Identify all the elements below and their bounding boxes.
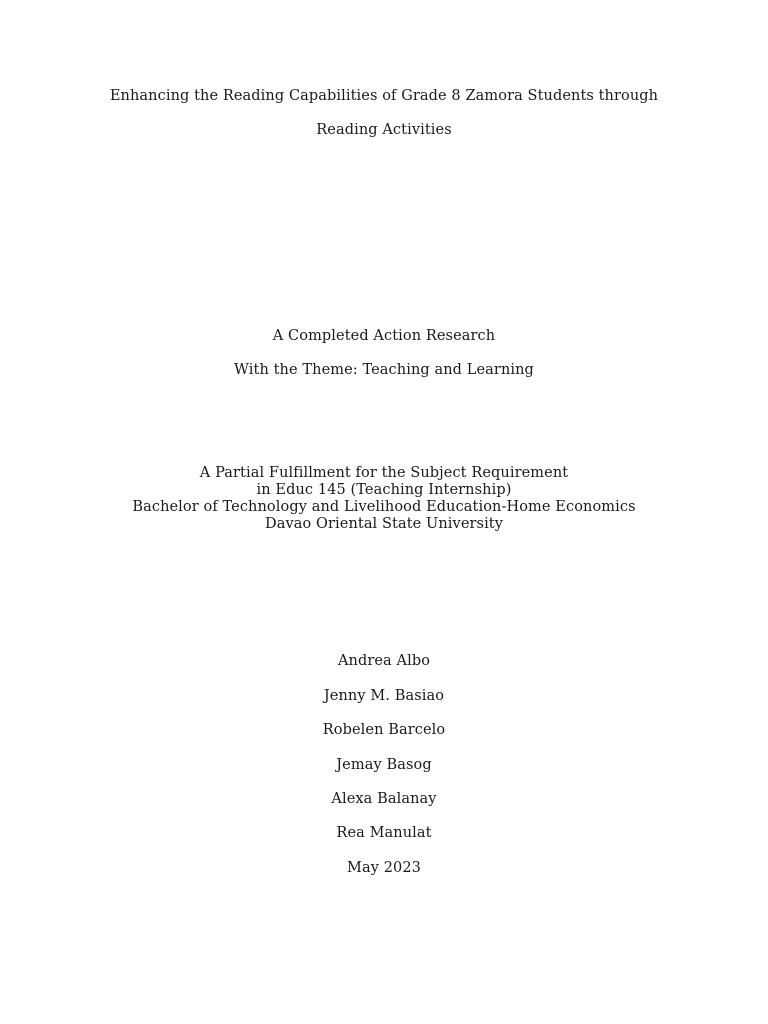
fulfillment-line-1: A Partial Fulfillment for the Subject Requirement bbox=[199, 465, 569, 481]
fulfillment-line-2: in Educ 145 (Teaching Internship) bbox=[256, 482, 512, 498]
author-name: Rea Manulat bbox=[336, 825, 432, 841]
author-name: Jemay Basog bbox=[336, 757, 432, 773]
subtitle-line-1: A Completed Action Research bbox=[272, 328, 496, 344]
fulfillment-line-3: Bachelor of Technology and Livelihood Education-Home Economics bbox=[132, 499, 636, 515]
author-name: Andrea Albo bbox=[337, 653, 431, 669]
author-name: Robelen Barcelo bbox=[322, 722, 446, 738]
subtitle-line-2: With the Theme: Teaching and Learning bbox=[234, 362, 534, 378]
submission-date: May 2023 bbox=[347, 860, 421, 876]
title-line-2: Reading Activities bbox=[316, 122, 452, 138]
author-name: Alexa Balanay bbox=[331, 791, 437, 807]
author-name: Jenny M. Basiao bbox=[323, 688, 445, 704]
title-line-1: Enhancing the Reading Capabilities of Grade 8 Zamora Students through bbox=[109, 88, 659, 104]
fulfillment-line-4: Davao Oriental State University bbox=[264, 516, 504, 532]
